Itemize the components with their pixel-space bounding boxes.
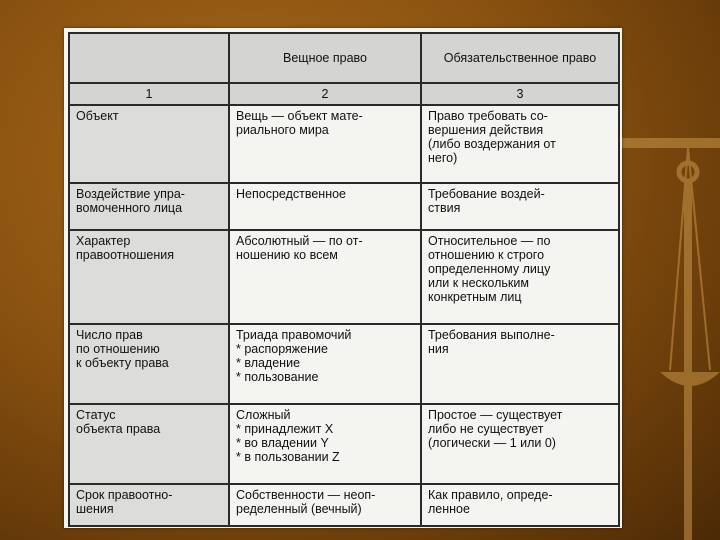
row-label: Статус объекта права bbox=[69, 404, 229, 484]
row-cell-obligation: Относительное — по отношению к строго определенному лицу или к нескольким конкретным лиц bbox=[421, 230, 619, 324]
header-cell-empty bbox=[69, 33, 229, 83]
comparison-table-card bbox=[64, 28, 622, 528]
column-number-2: 2 bbox=[229, 83, 421, 105]
row-cell-obligation: Требования выполне- ния bbox=[421, 324, 619, 404]
row-cell-property: Абсолютный — по от- ношению ко всем bbox=[229, 230, 421, 324]
header-cell-obligation-law: Обязательственное право bbox=[421, 33, 619, 83]
header-cell-property-law: Вещное право bbox=[229, 33, 421, 83]
table-row bbox=[69, 324, 619, 404]
column-number-3: 3 bbox=[421, 83, 619, 105]
row-cell-property: Собственности — неоп- ределенный (вечный) bbox=[229, 484, 421, 526]
table-row bbox=[69, 484, 619, 526]
row-cell-property: Вещь — объект мате- риального мира bbox=[229, 105, 421, 183]
row-cell-property: Триада правомочий * распоряжение * владение * пользование bbox=[229, 324, 421, 404]
table-row bbox=[69, 105, 619, 183]
row-label: Воздействие упра- вомоченного лица bbox=[69, 183, 229, 230]
column-number-1: 1 bbox=[69, 83, 229, 105]
table-row bbox=[69, 404, 619, 484]
comparison-table bbox=[68, 32, 620, 527]
table-row bbox=[69, 183, 619, 230]
row-cell-obligation: Требование воздей- ствия bbox=[421, 183, 619, 230]
row-label: Характер правоотношения bbox=[69, 230, 229, 324]
row-cell-obligation: Как правило, опреде- ленное bbox=[421, 484, 619, 526]
row-cell-obligation: Право требовать со- вершения действия (либо воздержания от него) bbox=[421, 105, 619, 183]
row-label: Объект bbox=[69, 105, 229, 183]
row-cell-property: Сложный * принадлежит X * во владении Y * в пользовании Z bbox=[229, 404, 421, 484]
row-cell-property: Непосредственное bbox=[229, 183, 421, 230]
table-header-row bbox=[69, 33, 619, 83]
row-cell-obligation: Простое — существует либо не существует (логически — 1 или 0) bbox=[421, 404, 619, 484]
table-row bbox=[69, 230, 619, 324]
table-number-row bbox=[69, 83, 619, 105]
row-label: Срок правоотно- шения bbox=[69, 484, 229, 526]
row-label: Число прав по отношению к объекту права bbox=[69, 324, 229, 404]
